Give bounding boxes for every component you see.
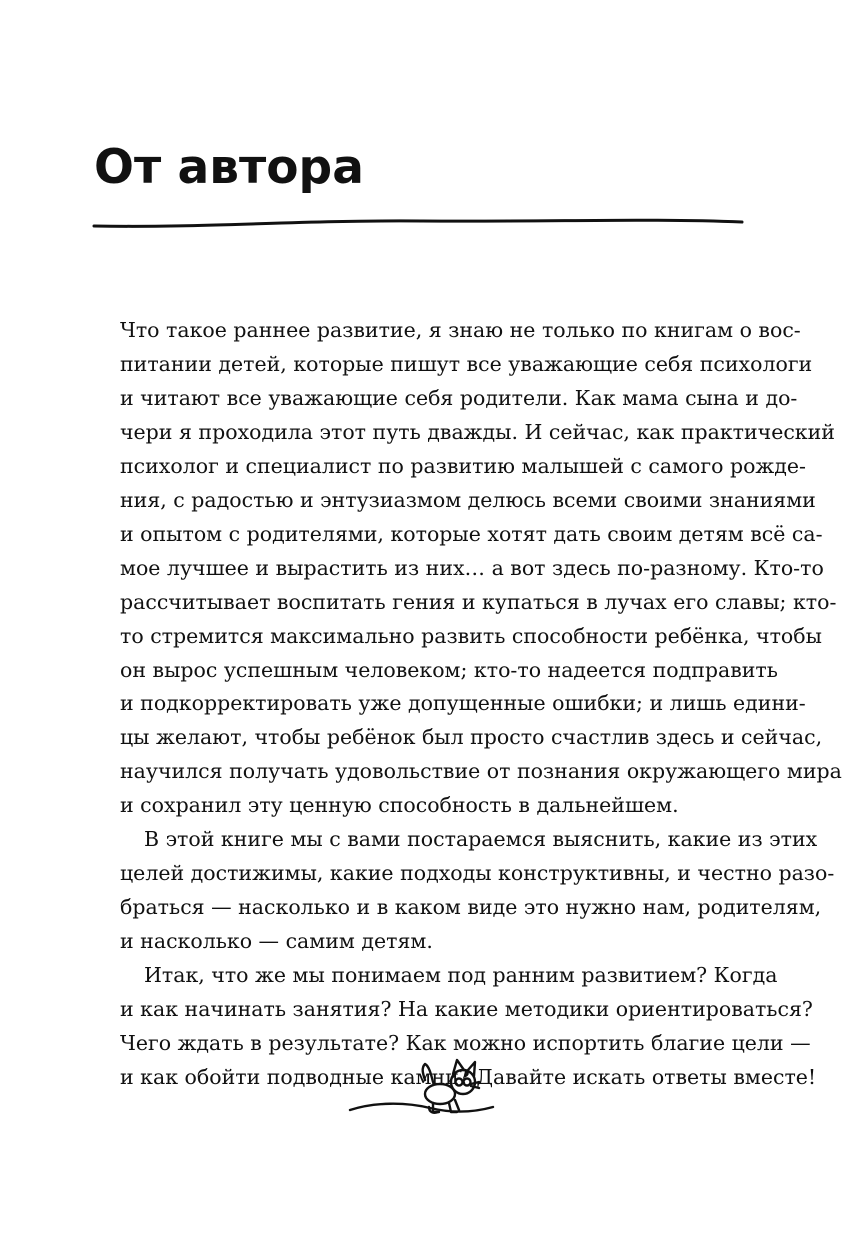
text-line: и читают все уважающие себя родители. Как мама сына и до-: [120, 385, 798, 410]
text-line: и подкорректировать уже допущенные ошибки; и лишь едини-: [120, 691, 806, 716]
text-line: Что такое раннее развитие, я знаю не только по книгам о вос-: [120, 318, 801, 342]
chapter-body: [120, 314, 842, 1095]
text-line: и сохранил эту ценную способность в дальнейшем.: [120, 793, 679, 818]
text-line: Итак, что же мы понимаем под ранним развитием? Когда: [144, 963, 778, 988]
text-line: питании детей, которые пишут все уважающие себя психологи: [120, 351, 813, 376]
chapter-title: От автора: [94, 140, 364, 195]
text-line: браться — насколько и в каком виде это нужно нам, родителям,: [120, 895, 822, 920]
text-line: Чего ждать в результате? Как можно испортить благие цели —: [120, 1031, 811, 1056]
text-line: чери я проходила этот путь дважды. И сейчас, как практический: [120, 419, 835, 444]
paragraph: [120, 314, 842, 823]
text-line: психолог и специалист по развитию малышей с самого рожде-: [120, 453, 806, 478]
text-line: В этой книге мы с вами постараемся выяснить, какие из этих: [144, 827, 818, 852]
wavy-divider: [92, 212, 744, 232]
text-line: и опытом с родителями, которые хотят дать своим детям всё са-: [120, 521, 823, 546]
text-line: целей достижимы, какие подходы конструктивны, и честно разо-: [120, 861, 835, 886]
text-line: и как начинать занятия? На какие методики ориентироваться?: [120, 997, 813, 1022]
text-line: и как обойти подводные камни? Давайте искать ответы вместе!: [120, 1064, 817, 1089]
text-line: и насколько — самим детям.: [120, 929, 433, 954]
text-line: мое лучшее и вырастить из них… а вот здесь по-разному. Кто-то: [120, 555, 824, 580]
text-line: ния, с радостью и энтузиазмом делюсь всеми своими знаниями: [120, 487, 816, 512]
text-line: рассчитывает воспитать гения и купаться в лучах его славы; кто-: [120, 589, 837, 614]
text-line: научился получать удовольствие от познания окружающего мира: [120, 759, 842, 784]
text-line: цы желают, чтобы ребёнок был просто счастлив здесь и сейчас,: [120, 725, 823, 750]
text-line: он вырос успешным человеком; кто-то надеется подправить: [120, 657, 778, 682]
cat-illustration-icon: [345, 1052, 495, 1122]
text-line: то стремится максимально развить способности ребёнка, чтобы: [120, 623, 822, 648]
paragraph: [120, 823, 835, 959]
